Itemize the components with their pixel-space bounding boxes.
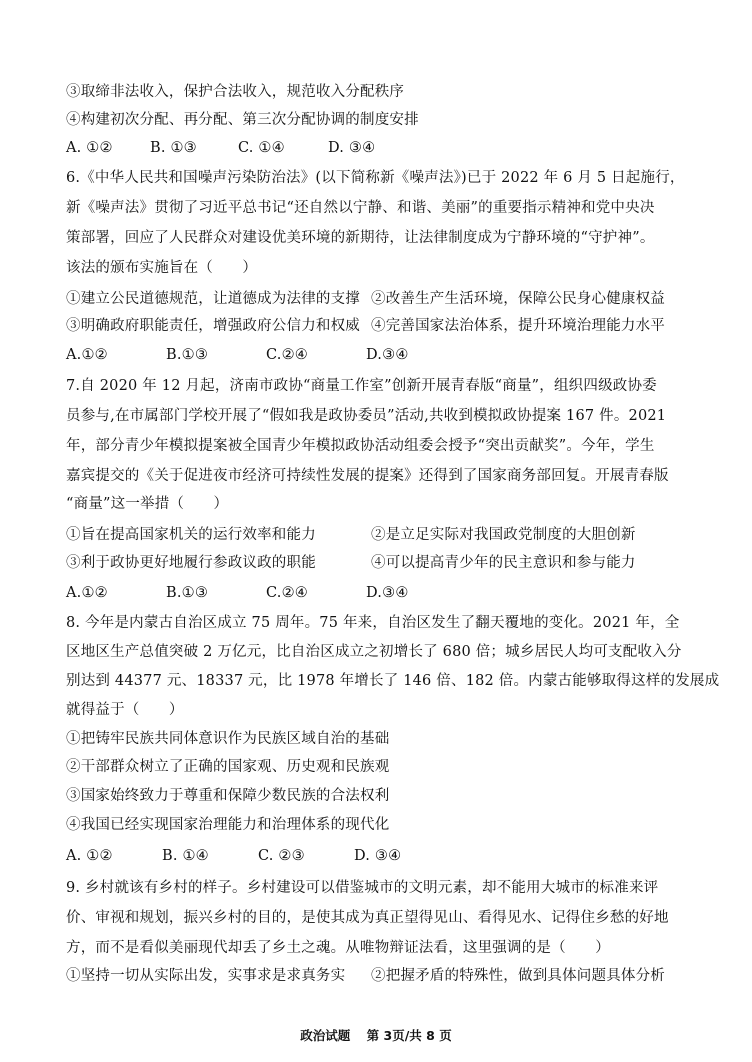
q9-items-row-1 — [66, 966, 692, 986]
q7-option-b: B.①③ — [166, 585, 209, 601]
q6-option-b: B.①③ — [166, 347, 209, 363]
q8-stem-line-2: 区地区生产总值突破 2 万亿元，比自治区成立之初增长了 680 倍；城乡居民人均可支配收入分 — [66, 644, 682, 660]
q8-item-4: ④我国已经实现国家治理能力和治理体系的现代化 — [66, 817, 390, 833]
q7-item-4: ④可以提高青少年的民主意识和参与能力 — [371, 555, 636, 571]
q7-option-c: C.②④ — [266, 585, 308, 601]
q7-options — [66, 583, 692, 603]
q7-stem-line-2: 员参与,在市属部门学校开展了“假如我是政协委员”活动,共收到模拟政协提案 167 件。2021 — [66, 408, 667, 424]
q7-item-2: ②是立足实际对我国政党制度的大胆创新 — [371, 527, 636, 543]
q6-options — [66, 345, 692, 365]
q5-option-b: B. ①③ — [150, 140, 197, 156]
q8-stem-line-4: 就得益于（ ） — [66, 702, 184, 718]
q6-item-3: ③明确政府职能责任，增强政府公信力和权威 — [66, 318, 360, 334]
q6-item-4: ④完善国家法治体系，提升环境治理能力水平 — [371, 318, 665, 334]
q6-items-row-2 — [66, 316, 692, 336]
page-footer — [0, 1026, 752, 1044]
q9-stem-line-1: 9. 乡村就该有乡村的样子。乡村建设可以借鉴城市的文明元素，却不能用大城市的标准来评 — [66, 880, 659, 896]
q7-stem-line-4: 嘉宾提交的《关于促进夜市经济可持续性发展的提案》还得到了国家商务部回复。开展青春版 — [66, 468, 669, 484]
q6-item-2: ②改善生产生活环境，保障公民身心健康权益 — [371, 291, 665, 307]
q6-option-a: A.①② — [66, 347, 108, 363]
q8-item-1: ①把铸牢民族共同体意识作为民族区域自治的基础 — [66, 731, 390, 747]
q9-item-2: ②把握矛盾的特殊性，做到具体问题具体分析 — [371, 968, 665, 984]
q7-stem-line-1: 7.自 2020 年 12 月起，济南市政协“商量工作室”创新开展青春版“商量”，组织四级政协委 — [66, 378, 657, 394]
q5-option-d: D. ③④ — [328, 140, 376, 156]
q8-stem-line-3: 别达到 44377 元、18337 元，比 1978 年增长了 146 倍、182 倍。内蒙古能够取得这样的发展成 — [66, 673, 720, 689]
q9-stem-line-3: 方，而不是看似美丽现代却丢了乡土之魂。从唯物辩证法看，这里强调的是（ ） — [66, 940, 610, 956]
q8-option-b: B. ①④ — [162, 848, 209, 864]
q7-items-row-2 — [66, 553, 692, 573]
q7-item-1: ①旨在提高国家机关的运行效率和能力 — [66, 527, 316, 543]
q6-stem-line-1: 6.《中华人民共和国噪声污染防治法》(以下简称新《噪声法》)已于 2022 年 6 月 5 日起施行， — [66, 170, 685, 186]
q7-stem-line-5: “商量”这一举措（ ） — [66, 496, 229, 512]
footer-page-number: 第 3页/共 8 页 — [366, 1028, 452, 1043]
q6-stem-line-2: 新《噪声法》贯彻了习近平总书记“还自然以宁静、和谐、美丽”的重要指示精神和党中央决 — [66, 200, 655, 216]
q6-items-row-1 — [66, 289, 692, 309]
q5-option-a: A. ①② — [66, 140, 113, 156]
q7-option-a: A.①② — [66, 585, 108, 601]
q8-option-a: A. ①② — [66, 848, 113, 864]
q7-option-d: D.③④ — [366, 585, 409, 601]
q8-item-2: ②干部群众树立了正确的国家观、历史观和民族观 — [66, 759, 390, 775]
q8-option-d: D. ③④ — [354, 848, 402, 864]
q7-items-row-1 — [66, 525, 692, 545]
q7-item-3: ③利于政协更好地履行参政议政的职能 — [66, 555, 316, 571]
q9-item-1: ①坚持一切从实际出发，实事求是求真务实 — [66, 968, 346, 984]
q8-stem-line-1: 8. 今年是内蒙古自治区成立 75 周年。75 年来，自治区发生了翻天覆地的变化。2021 年，全 — [66, 615, 680, 631]
q6-stem-line-4: 该法的颁布实施旨在（ ） — [66, 260, 258, 276]
q5-item-3: ③取缔非法收入，保护合法收入，规范收入分配秩序 — [66, 84, 405, 100]
q6-option-d: D.③④ — [366, 347, 409, 363]
q5-item-4: ④构建初次分配、再分配、第三次分配协调的制度安排 — [66, 112, 419, 128]
q8-options — [66, 846, 692, 866]
q9-stem-line-2: 价、审视和规划，振兴乡村的目的，是使其成为真正望得见山、看得见水、记得住乡愁的好地 — [66, 910, 669, 926]
q6-item-1: ①建立公民道德规范，让道德成为法律的支撑 — [66, 291, 360, 307]
q8-option-c: C. ②③ — [258, 848, 305, 864]
q6-option-c: C.②④ — [266, 347, 308, 363]
q8-item-3: ③国家始终致力于尊重和保障少数民族的合法权利 — [66, 788, 390, 804]
footer-subject: 政治试题 — [300, 1028, 351, 1043]
q6-stem-line-3: 策部署，回应了人民群众对建设优美环境的新期待，让法律制度成为宁静环境的“守护神”。 — [66, 230, 655, 246]
q7-stem-line-3: 年，部分青少年模拟提案被全国青少年模拟政协活动组委会授予“突出贡献奖”。今年，学生 — [66, 438, 655, 454]
q5-options — [66, 138, 692, 158]
q5-option-c: C. ①④ — [238, 140, 285, 156]
